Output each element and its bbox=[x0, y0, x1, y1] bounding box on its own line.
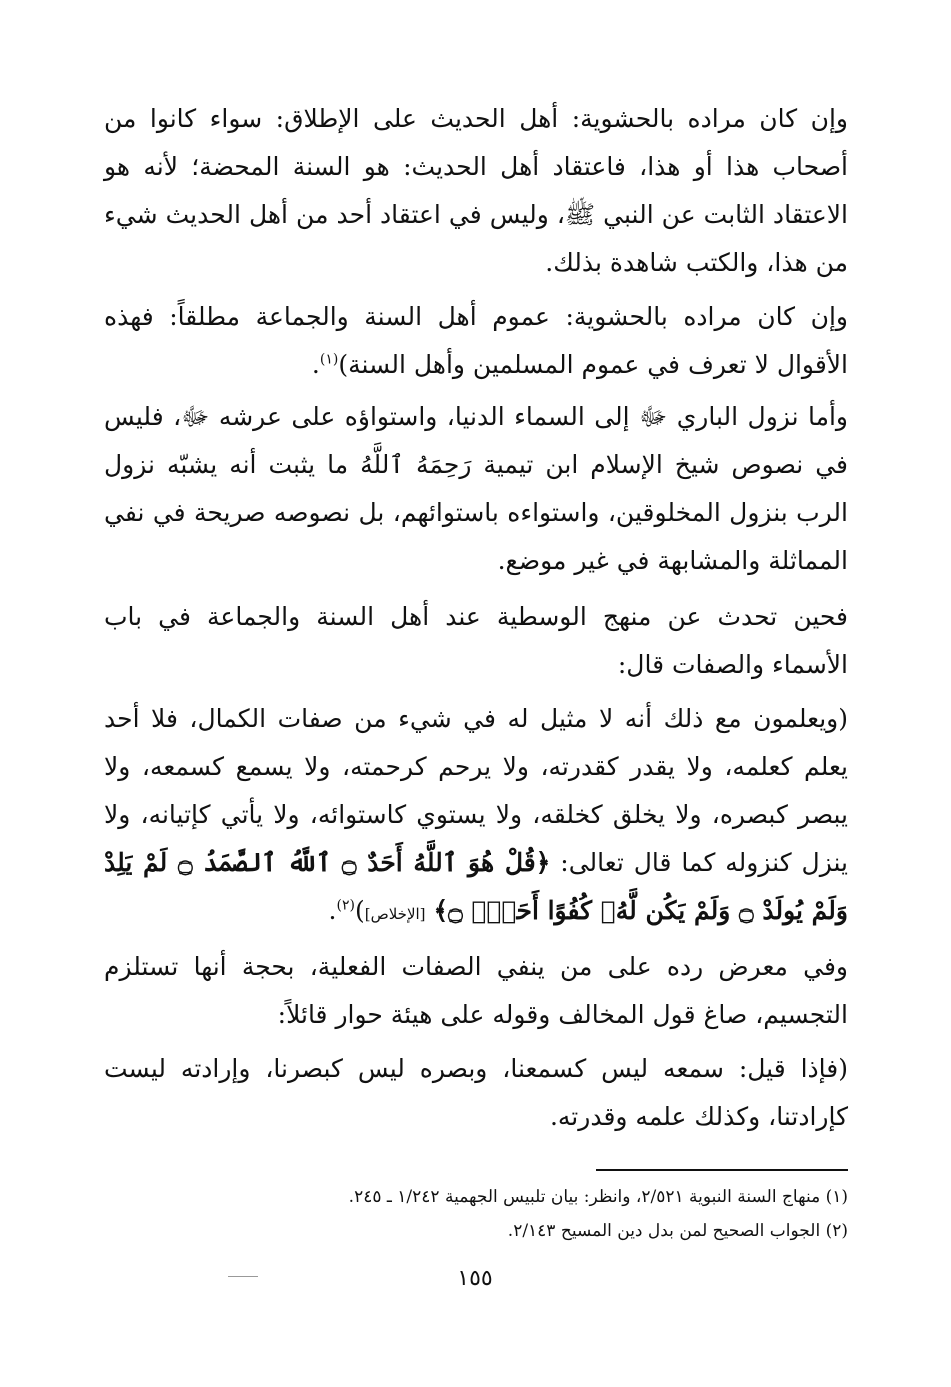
paragraph-text: وأما نزول الباري ﷻ إلى السماء الدنيا، واستواؤه على عرشه ﷻ، فليس في نصوص شيخ الإسلام ابن تيمية رَحِمَهُ ٱللَّهُ ما يثبت أنه يشبّه نزول الرب بنزول المخلوقين، واستواءه باستوائهم، بل نصوصه صريحة في نفي المماثلة والمشابهة في غير موضع. bbox=[104, 402, 848, 575]
quote-close: ) bbox=[354, 896, 365, 925]
paragraph-end: . bbox=[328, 896, 337, 925]
footnote-ref-2: (٢) bbox=[336, 897, 355, 914]
footnotes bbox=[150, 1180, 848, 1248]
paragraph-text: (فإذا قيل: سمعه ليس كسمعنا، وبصره ليس كبصرنا، وإرادته ليست كإرادتنا، وكذلك علمه وقدرته. bbox=[104, 1054, 848, 1131]
footnote-separator bbox=[596, 1169, 848, 1171]
scan-artifact bbox=[228, 1276, 258, 1277]
footnote-2: (٢) الجواب الصحيح لمن بدل دين المسيح ٢/١٤٣. bbox=[507, 1221, 848, 1241]
paragraph-quote-la-mathil bbox=[104, 695, 848, 938]
paragraph-text: فحين تحدث عن منهج الوسطية عند أهل السنة والجماعة في باب الأسماء والصفات قال: bbox=[104, 602, 848, 679]
paragraph-nuzul-istiwa bbox=[104, 393, 848, 585]
paragraph-sifat-filiyya bbox=[104, 943, 848, 1039]
paragraph-hashwiyya-ahl-al-hadith bbox=[104, 95, 848, 287]
paragraph-wasatiyya-intro bbox=[104, 593, 848, 689]
footnote-1: (١) منهاج السنة النبوية ٢/٥٢١، وانظر: بيان تلبيس الجهمية ١/٢٤٢ ـ ٢٤٥. bbox=[348, 1187, 848, 1207]
paragraph-end: . bbox=[311, 350, 320, 379]
paragraph-quote-fa-idha-qila bbox=[104, 1045, 848, 1141]
quran-verse: ﴿قُلْ هُوَ ٱللَّهُ أَحَدٌ ۝ ٱللَّهُ ٱلصَّمَدُ ۝ لَمْ يَلِدْ وَلَمْ يُولَدْ ۝ وَلَمْ يَكُن لَّهُۥ كُفُوًا أَحَدٌۢ ۝﴾ bbox=[104, 848, 848, 925]
surah-reference: [الإخلاص] bbox=[364, 905, 426, 923]
footnote-ref-1: (١) bbox=[319, 351, 339, 368]
paragraph-text: وإن كان مراده بالحشوية: أهل الحديث على الإطلاق: سواء كانوا من أصحاب هذا أو هذا، فاعتقاد أهل الحديث: هو السنة المحضة؛ لأنه هو الاعتقاد الثابت عن النبي ﷺ، وليس في اعتقاد أحد من أهل الحديث شيء من هذا، والكتب شاهدة بذلك. bbox=[104, 104, 848, 277]
paragraph-text: وإن كان مراده بالحشوية: عموم أهل السنة والجماعة مطلقاً: فهذه الأقوال لا تعرف في عموم المسلمين وأهل السنة) bbox=[104, 302, 848, 379]
paragraph-text: (ويعلمون مع ذلك أنه لا مثيل له في شيء من صفات الكمال، فلا أحد يعلم كعلمه، ولا يقدر كقدرته، ولا يرحم كرحمته، ولا يسمع كسمعه، ولا يبصر كبصره، ولا يخلق كخلقه، ولا يستوي كاستوائه، ولا يأتي كإتيانه، ولا ينزل كنزوله كما قال تعالى: bbox=[104, 704, 848, 877]
paragraph-hashwiyya-ahl-al-sunna bbox=[104, 293, 848, 389]
page-number: ١٥٥ bbox=[457, 1266, 493, 1291]
paragraph-text: وفي معرض رده على من ينفي الصفات الفعلية، بحجة أنها تستلزم التجسيم، صاغ قول المخالف وقوله على هيئة حوار قائلاً: bbox=[104, 952, 848, 1029]
